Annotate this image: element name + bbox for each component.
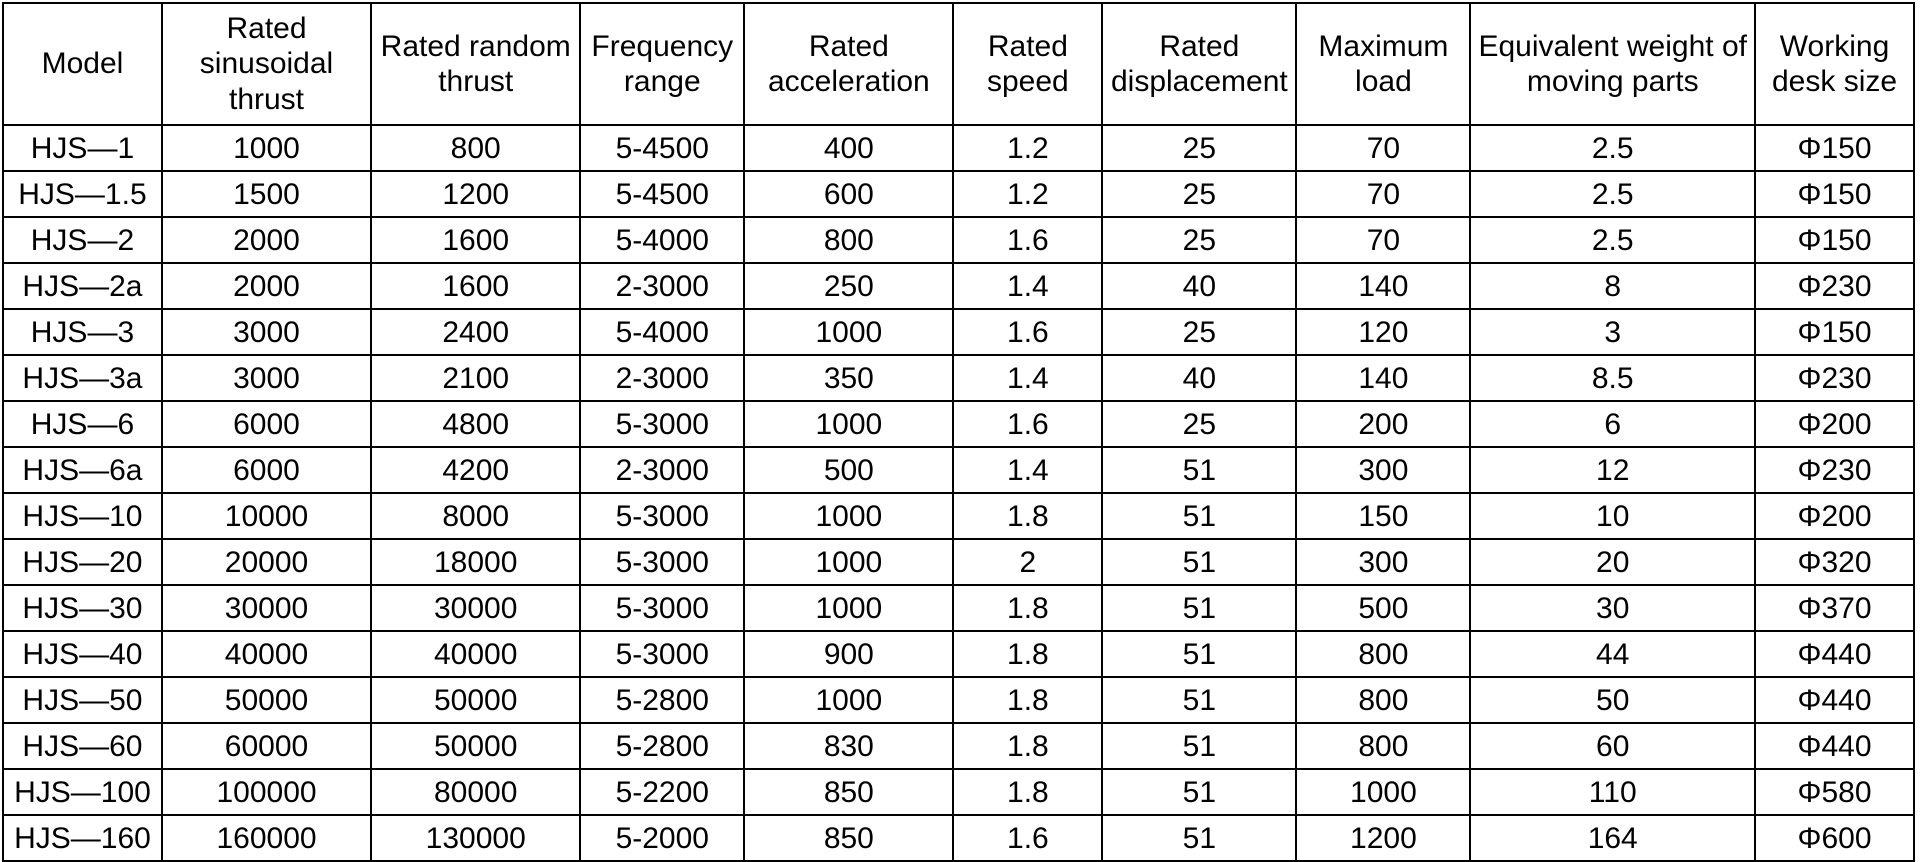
table-cell: 8000 (371, 493, 580, 539)
table-cell: 1000 (744, 677, 953, 723)
table-cell: 25 (1102, 401, 1296, 447)
table-cell: 50 (1470, 677, 1755, 723)
table-row (3, 723, 1914, 769)
table-row (3, 585, 1914, 631)
table-cell: 10000 (162, 493, 371, 539)
table-cell: 1600 (371, 263, 580, 309)
column-header-rated-random-thrust: Rated random thrust (371, 3, 580, 125)
table-cell: 51 (1102, 585, 1296, 631)
table-cell: 1.6 (953, 309, 1102, 355)
table-cell: 800 (1296, 677, 1470, 723)
table-cell: 5-3000 (580, 631, 744, 677)
table-cell: 1200 (371, 171, 580, 217)
table-cell: 350 (744, 355, 953, 401)
table-row (3, 401, 1914, 447)
table-cell: 40000 (162, 631, 371, 677)
table-row (3, 309, 1914, 355)
table-cell: 1000 (744, 309, 953, 355)
table-row (3, 677, 1914, 723)
table-cell: 80000 (371, 769, 580, 815)
table-cell: 30000 (371, 585, 580, 631)
table-cell: 800 (1296, 723, 1470, 769)
cell-model: HJS—20 (3, 539, 162, 585)
cell-model: HJS—160 (3, 815, 162, 861)
table-cell: 140 (1296, 355, 1470, 401)
table-cell: 100000 (162, 769, 371, 815)
specification-table (2, 2, 1915, 862)
table-cell: 1.4 (953, 263, 1102, 309)
table-cell: 60 (1470, 723, 1755, 769)
table-cell: 300 (1296, 447, 1470, 493)
table-cell: 2.5 (1470, 125, 1755, 171)
table-cell: 500 (744, 447, 953, 493)
table-cell: 8.5 (1470, 355, 1755, 401)
cell-model: HJS—1 (3, 125, 162, 171)
column-header-working-desk-size: Working desk size (1755, 3, 1914, 125)
table-cell: 1.4 (953, 355, 1102, 401)
table-cell: 1600 (371, 217, 580, 263)
table-cell: 1.4 (953, 447, 1102, 493)
table-cell: 4200 (371, 447, 580, 493)
table-cell: 40 (1102, 263, 1296, 309)
table-cell: 500 (1296, 585, 1470, 631)
table-cell: 1.8 (953, 677, 1102, 723)
table-cell: 2400 (371, 309, 580, 355)
column-header-rated-sinusoidal-thrust: Rated sinusoidal thrust (162, 3, 371, 125)
table-cell: 8 (1470, 263, 1755, 309)
table-header (3, 3, 1914, 125)
table-cell: 6000 (162, 447, 371, 493)
table-cell: 800 (1296, 631, 1470, 677)
table-cell: 600 (744, 171, 953, 217)
table-cell: 900 (744, 631, 953, 677)
table-cell: Φ150 (1755, 125, 1914, 171)
table-cell: 1.6 (953, 401, 1102, 447)
table-cell: 4800 (371, 401, 580, 447)
table-cell: 2-3000 (580, 263, 744, 309)
table-row (3, 355, 1914, 401)
column-header-model: Model (3, 3, 162, 125)
table-cell: 1000 (162, 125, 371, 171)
table-cell: 160000 (162, 815, 371, 861)
table-cell: 51 (1102, 815, 1296, 861)
table-cell: Φ150 (1755, 309, 1914, 355)
table-cell: 800 (744, 217, 953, 263)
table-cell: 2-3000 (580, 355, 744, 401)
column-header-maximum-load: Maximum load (1296, 3, 1470, 125)
cell-model: HJS—30 (3, 585, 162, 631)
table-cell: 6000 (162, 401, 371, 447)
table-cell: 2000 (162, 217, 371, 263)
table-row (3, 263, 1914, 309)
table-cell: Φ440 (1755, 677, 1914, 723)
table-cell: Φ370 (1755, 585, 1914, 631)
table-cell: 20 (1470, 539, 1755, 585)
table-cell: 5-2000 (580, 815, 744, 861)
table-cell: Φ440 (1755, 631, 1914, 677)
cell-model: HJS—6a (3, 447, 162, 493)
table-cell: Φ150 (1755, 217, 1914, 263)
table-cell: Φ200 (1755, 493, 1914, 539)
table-cell: Φ150 (1755, 171, 1914, 217)
table-row (3, 631, 1914, 677)
table-cell: 2-3000 (580, 447, 744, 493)
table-cell: 1000 (744, 539, 953, 585)
table-cell: 140 (1296, 263, 1470, 309)
table-cell: 60000 (162, 723, 371, 769)
table-cell: 1.6 (953, 815, 1102, 861)
table-cell: 1.6 (953, 217, 1102, 263)
table-cell: 130000 (371, 815, 580, 861)
table-cell: 1.8 (953, 723, 1102, 769)
table-cell: Φ230 (1755, 263, 1914, 309)
table-cell: 1.8 (953, 769, 1102, 815)
cell-model: HJS—3a (3, 355, 162, 401)
table-cell: 1.2 (953, 125, 1102, 171)
table-cell: 51 (1102, 769, 1296, 815)
table-row (3, 539, 1914, 585)
table-cell: 25 (1102, 125, 1296, 171)
table-cell: 1200 (1296, 815, 1470, 861)
table-cell: 5-2800 (580, 677, 744, 723)
table-cell: 1.8 (953, 493, 1102, 539)
table-cell: 2.5 (1470, 217, 1755, 263)
table-cell: 1.8 (953, 631, 1102, 677)
table-cell: 830 (744, 723, 953, 769)
table-cell: 25 (1102, 171, 1296, 217)
cell-model: HJS—10 (3, 493, 162, 539)
table-cell: 5-3000 (580, 539, 744, 585)
table-cell: Φ230 (1755, 355, 1914, 401)
column-header-equivalent-weight-of-moving-parts: Equivalent weight of moving parts (1470, 3, 1755, 125)
table-cell: 3 (1470, 309, 1755, 355)
table-cell: 2 (953, 539, 1102, 585)
column-header-rated-speed: Rated speed (953, 3, 1102, 125)
cell-model: HJS—100 (3, 769, 162, 815)
table-row (3, 217, 1914, 263)
cell-model: HJS—1.5 (3, 171, 162, 217)
table-cell: Φ600 (1755, 815, 1914, 861)
cell-model: HJS—50 (3, 677, 162, 723)
table-cell: 25 (1102, 217, 1296, 263)
cell-model: HJS—2 (3, 217, 162, 263)
table-cell: 70 (1296, 171, 1470, 217)
cell-model: HJS—60 (3, 723, 162, 769)
table-row (3, 125, 1914, 171)
table-cell: 400 (744, 125, 953, 171)
table-cell: 2.5 (1470, 171, 1755, 217)
table-cell: 5-4000 (580, 309, 744, 355)
table-cell: 5-3000 (580, 493, 744, 539)
table-cell: 200 (1296, 401, 1470, 447)
table-cell: 12 (1470, 447, 1755, 493)
table-cell: 800 (371, 125, 580, 171)
table-cell: 5-3000 (580, 585, 744, 631)
table-cell: 1000 (744, 493, 953, 539)
table-cell: 1000 (1296, 769, 1470, 815)
table-cell: 110 (1470, 769, 1755, 815)
table-cell: 5-4500 (580, 125, 744, 171)
table-cell: Φ200 (1755, 401, 1914, 447)
table-cell: 40000 (371, 631, 580, 677)
table-cell: 150 (1296, 493, 1470, 539)
table-cell: 6 (1470, 401, 1755, 447)
table-cell: 51 (1102, 539, 1296, 585)
table-cell: 18000 (371, 539, 580, 585)
table-cell: 25 (1102, 309, 1296, 355)
table-cell: 300 (1296, 539, 1470, 585)
table-cell: Φ320 (1755, 539, 1914, 585)
cell-model: HJS—2a (3, 263, 162, 309)
table-cell: 1.2 (953, 171, 1102, 217)
table-cell: 30000 (162, 585, 371, 631)
table-cell: 51 (1102, 723, 1296, 769)
table-cell: 51 (1102, 447, 1296, 493)
table-cell: Φ230 (1755, 447, 1914, 493)
cell-model: HJS—6 (3, 401, 162, 447)
table-header-row (3, 3, 1914, 125)
table-cell: Φ440 (1755, 723, 1914, 769)
table-cell: 1000 (744, 401, 953, 447)
table-row (3, 815, 1914, 861)
table-cell: 50000 (371, 677, 580, 723)
table-cell: 1000 (744, 585, 953, 631)
table-row (3, 769, 1914, 815)
table-cell: 70 (1296, 125, 1470, 171)
table-cell: 850 (744, 769, 953, 815)
table-cell: 50000 (371, 723, 580, 769)
table-cell: 5-2800 (580, 723, 744, 769)
table-cell: 5-2200 (580, 769, 744, 815)
table-cell: 2000 (162, 263, 371, 309)
cell-model: HJS—40 (3, 631, 162, 677)
cell-model: HJS—3 (3, 309, 162, 355)
table-cell: 51 (1102, 631, 1296, 677)
table-cell: 2100 (371, 355, 580, 401)
table-cell: 40 (1102, 355, 1296, 401)
table-body (3, 125, 1914, 861)
table-cell: 44 (1470, 631, 1755, 677)
column-header-rated-displacement: Rated displacement (1102, 3, 1296, 125)
table-cell: 3000 (162, 309, 371, 355)
column-header-rated-acceleration: Rated acceleration (744, 3, 953, 125)
table-cell: Φ580 (1755, 769, 1914, 815)
table-cell: 10 (1470, 493, 1755, 539)
table-cell: 51 (1102, 677, 1296, 723)
table-cell: 1.8 (953, 585, 1102, 631)
table-cell: 20000 (162, 539, 371, 585)
table-row (3, 493, 1914, 539)
table-cell: 70 (1296, 217, 1470, 263)
table-row (3, 171, 1914, 217)
column-header-frequency-range: Frequency range (580, 3, 744, 125)
table-cell: 51 (1102, 493, 1296, 539)
table-row (3, 447, 1914, 493)
table-cell: 850 (744, 815, 953, 861)
table-cell: 164 (1470, 815, 1755, 861)
table-cell: 5-3000 (580, 401, 744, 447)
table-cell: 120 (1296, 309, 1470, 355)
table-cell: 250 (744, 263, 953, 309)
table-cell: 50000 (162, 677, 371, 723)
table-cell: 5-4500 (580, 171, 744, 217)
table-cell: 5-4000 (580, 217, 744, 263)
table-cell: 3000 (162, 355, 371, 401)
table-cell: 1500 (162, 171, 371, 217)
table-cell: 30 (1470, 585, 1755, 631)
